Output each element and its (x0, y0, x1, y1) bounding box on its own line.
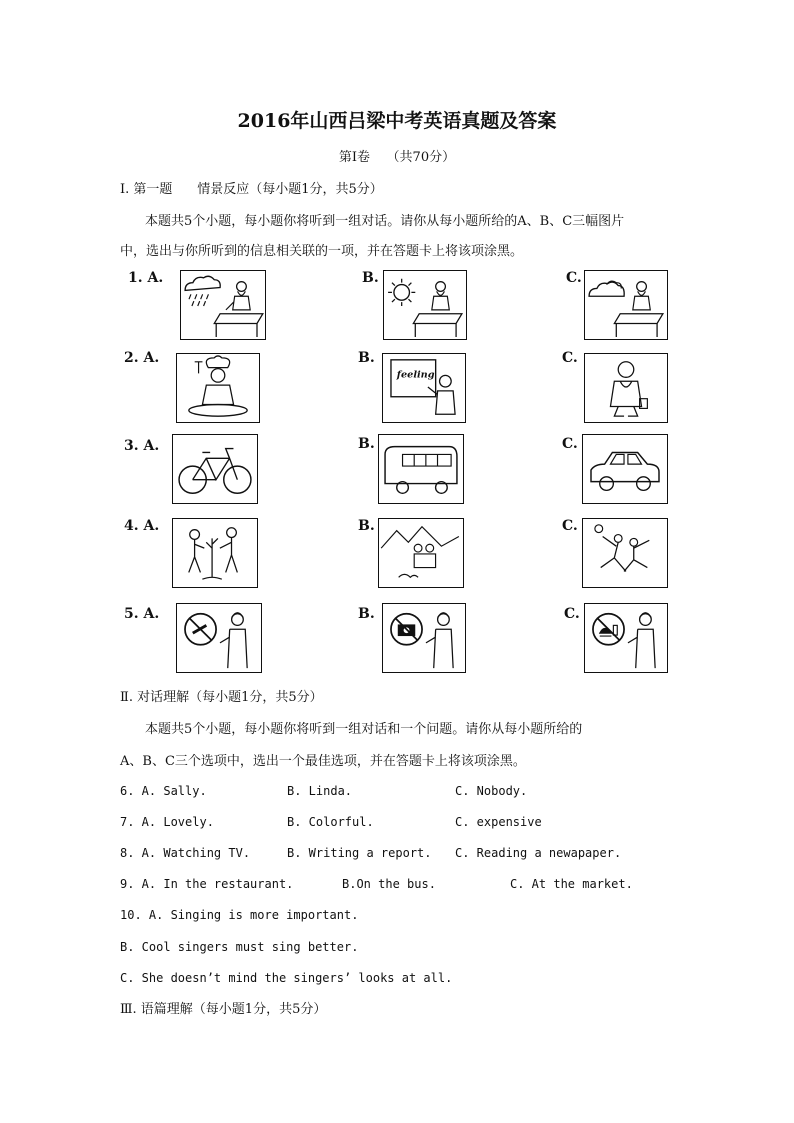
bus-icon (379, 435, 463, 503)
q8-option-b[interactable]: B. Writing a report. (287, 846, 432, 860)
q2-label-b: B. (358, 350, 375, 366)
q9-option-b[interactable]: B.On the bus. (342, 877, 436, 891)
q8-option-a[interactable]: 8. A. Watching TV. (120, 846, 251, 860)
section1-heading: Ⅰ. 第一题 情景反应（每小题1分，共5分） (120, 182, 383, 197)
no-smoking-icon (177, 604, 261, 672)
q8-option-c[interactable]: C. Reading a newapaper. (455, 846, 622, 860)
q3-label-c: C. (562, 436, 578, 452)
q5-label-b: B. (358, 606, 375, 622)
q1-picture-c-cloud[interactable] (584, 270, 668, 340)
section3-heading: Ⅲ. 语篇理解（每小题1分，共5分） (120, 1002, 327, 1017)
q4-label-c: C. (562, 518, 578, 534)
q2-label-c: C. (562, 350, 578, 366)
rain-cloud-icon (181, 271, 265, 339)
no-camera-icon (383, 604, 465, 672)
q5-label-c: C. (564, 606, 580, 622)
q6-option-a[interactable]: 6. A. Sally. (120, 784, 207, 798)
q3-label-b: B. (358, 436, 375, 452)
section2-instruction-1: 本题共5个小题，每小题你将听到一组对话和一个问题。请你从每小题所给的 (145, 722, 583, 737)
q4-label-b: B. (358, 518, 375, 534)
q9-option-a[interactable]: 9. A. In the restaurant. (120, 877, 294, 891)
q7-option-b[interactable]: B. Colorful. (287, 815, 374, 829)
q1-picture-b-sun[interactable] (383, 270, 467, 340)
page-title: 2016年山西吕梁中考英语真题及答案 (237, 110, 557, 132)
tree-planting-icon (173, 519, 257, 587)
q3-picture-a-bicycle[interactable] (172, 434, 258, 504)
paper-subtitle: 第Ⅰ卷 （共70分） (338, 150, 456, 165)
section2-instruction-2: A、B、C三个选项中，选出一个最佳选项，并在答题卡上将该项涂黑。 (120, 754, 526, 769)
section1-instruction-2: 中，选出与你所听到的信息相关联的一项，并在答题卡上将该项涂黑。 (120, 244, 524, 259)
q1-label-b: B. (362, 270, 379, 286)
q5-label-a: 5. A. (124, 606, 160, 622)
cloud-icon (585, 271, 667, 339)
q10-option-b[interactable]: B. Cool singers must sing better. (120, 940, 359, 954)
q2-picture-a-chef[interactable] (176, 353, 260, 423)
sun-icon (384, 271, 466, 339)
q6-option-c[interactable]: C. Nobody. (455, 784, 528, 798)
q5-picture-c-no-food[interactable] (584, 603, 668, 673)
q2-label-a: 2. A. (124, 350, 160, 366)
board-word: feeling (396, 369, 435, 381)
q3-label-a: 3. A. (124, 438, 160, 454)
q2-picture-b-teacher[interactable] (382, 353, 466, 423)
q7-option-c[interactable]: C. expensive (455, 815, 542, 829)
q1-label-c: C. (566, 270, 582, 286)
q10-option-a[interactable]: 10. A. Singing is more important. (120, 908, 359, 922)
q1-picture-a-rain[interactable] (180, 270, 266, 340)
bicycle-icon (173, 435, 257, 503)
section1-instruction-1: 本题共5个小题，每小题你将听到一组对话。请你从每小题所给的A、B、C三幅图片 (145, 214, 625, 229)
no-food-icon (585, 604, 667, 672)
running-icon (583, 519, 667, 587)
section2-heading: Ⅱ. 对话理解（每小题1分，共5分） (120, 690, 323, 705)
car-icon (583, 435, 667, 503)
doctor-icon (585, 354, 667, 422)
q3-picture-c-car[interactable] (582, 434, 668, 504)
q2-picture-c-doctor[interactable] (584, 353, 668, 423)
q3-picture-b-bus[interactable] (378, 434, 464, 504)
q6-option-b[interactable]: B. Linda. (287, 784, 353, 798)
q4-label-a: 4. A. (124, 518, 160, 534)
q9-option-c[interactable]: C. At the market. (510, 877, 633, 891)
chef-icon (177, 354, 259, 422)
q4-picture-b-climbing[interactable] (378, 518, 464, 588)
mountain-climbing-icon (379, 519, 463, 587)
q7-option-a[interactable]: 7. A. Lovely. (120, 815, 214, 829)
q5-picture-a-no-smoking[interactable] (176, 603, 262, 673)
q4-picture-c-running[interactable] (582, 518, 668, 588)
q4-picture-a-planting[interactable] (172, 518, 258, 588)
q1-label-a: 1. A. (128, 270, 164, 286)
q10-option-c[interactable]: C. She doesn’t mind the singers’ looks at all. (120, 971, 453, 985)
q5-picture-b-no-photos[interactable] (382, 603, 466, 673)
